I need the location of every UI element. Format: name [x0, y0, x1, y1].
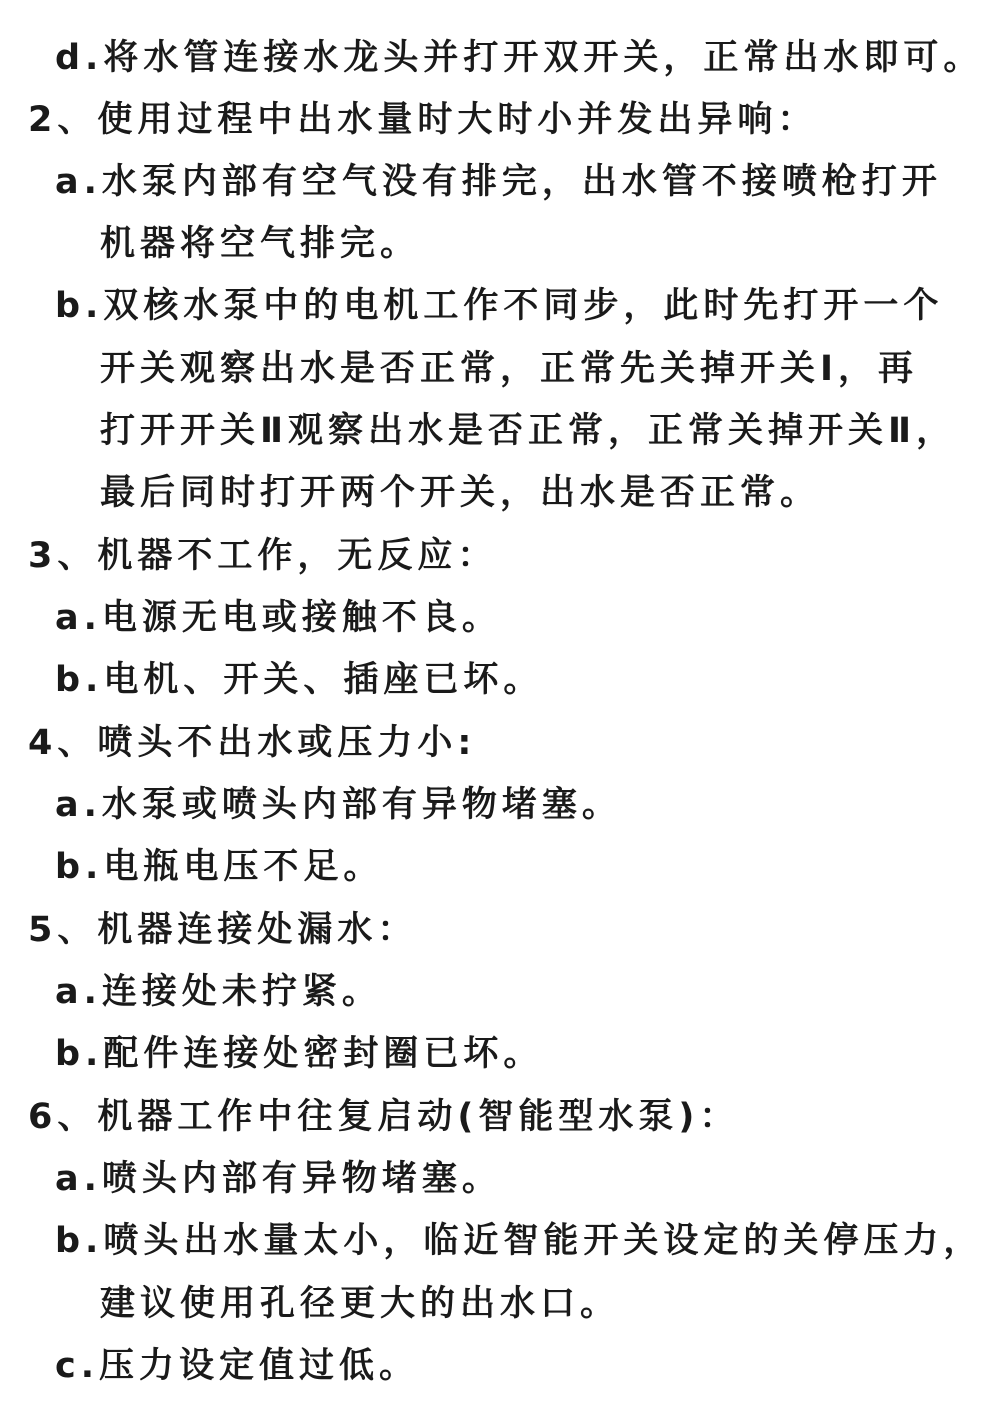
item-2b-motors-unsynced: b.双核水泵中的电机工作不同步，此时先打开一个 — [55, 286, 944, 326]
line-1-d-connect-hose: d.将水管连接水龙头并打开双开关，正常出水即可。 — [55, 38, 984, 78]
item-2a-continuation: 机器将空气排完。 — [100, 224, 421, 264]
heading-2-unstable-flow: 2、使用过程中出水量时大时小并发出异响： — [28, 100, 818, 140]
heading-3-not-working: 3、机器不工作，无反应： — [28, 536, 498, 576]
item-2b-continuation-2: 打开开关Ⅱ观察出水是否正常，正常关掉开关Ⅱ， — [100, 411, 957, 451]
item-6c-low-setting: c.压力设定值过低。 — [55, 1346, 420, 1386]
item-6a-nozzle-blockage: a.喷头内部有异物堵塞。 — [55, 1159, 502, 1199]
item-3a-no-power: a.电源无电或接触不良。 — [55, 598, 502, 638]
heading-4-low-pressure: 4、喷头不出水或压力小: — [28, 723, 477, 763]
item-2a-air-in-pump: a.水泵内部有空气没有排完，出水管不接喷枪打开 — [55, 162, 942, 202]
item-6b-continuation: 建议使用孔径更大的出水口。 — [100, 1284, 621, 1324]
item-2b-continuation-1: 开关观察出水是否正常，正常先关掉开关Ⅰ，再 — [100, 349, 919, 389]
item-5b-seal-broken: b.配件连接处密封圈已坏。 — [55, 1034, 544, 1074]
item-2b-continuation-3: 最后同时打开两个开关，出水是否正常。 — [100, 473, 821, 513]
item-3b-broken-parts: b.电机、开关、插座已坏。 — [55, 660, 544, 700]
item-6b-low-flow: b.喷头出水量太小，临近智能开关设定的关停压力， — [55, 1221, 984, 1261]
heading-5-leaks: 5、机器连接处漏水： — [28, 910, 418, 950]
item-4a-blockage: a.水泵或喷头内部有异物堵塞。 — [55, 785, 622, 825]
item-5a-not-tightened: a.连接处未拧紧。 — [55, 972, 382, 1012]
heading-6-cycling: 6、机器工作中往复启动(智能型水泵)： — [28, 1097, 740, 1137]
item-4b-low-battery: b.电瓶电压不足。 — [55, 847, 384, 887]
